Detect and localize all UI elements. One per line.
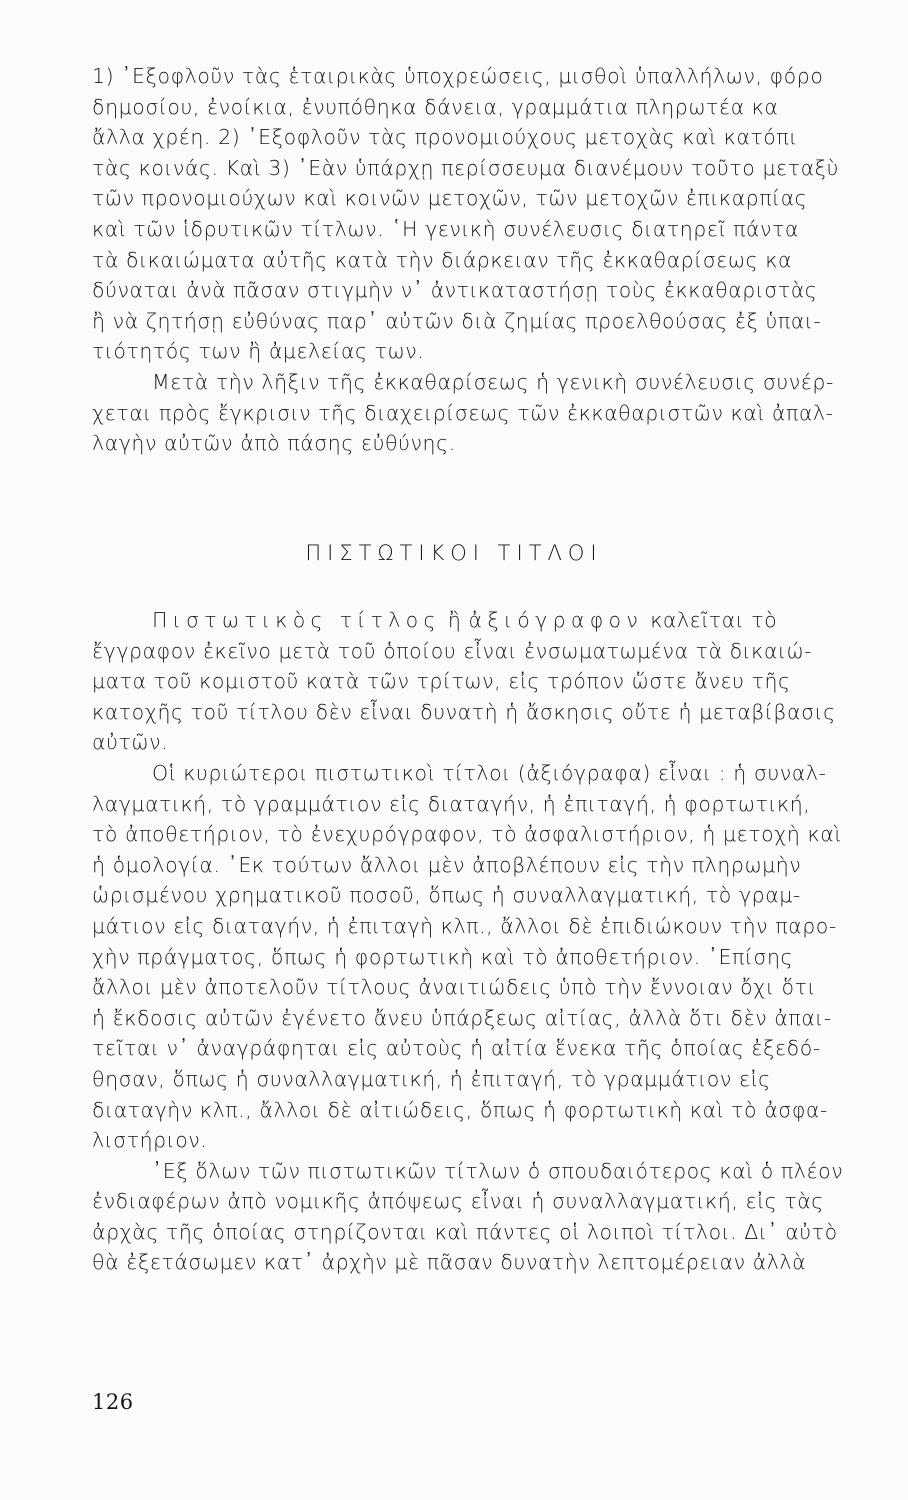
text-line: τῶν προνομιούχων καὶ κοινῶν μετοχῶν, τῶν μετοχῶν ἐπικαρπίας xyxy=(92,186,808,211)
text-line: τὸ ἀποθετήριον, τὸ ἐνεχυρόγραφον, τὸ ἀσφαλιστήριον, ἡ μετοχὴ καὶ xyxy=(92,822,842,847)
section-heading: ΠΙΣΤΩΤΙΚΟΙ ΤΙΤΛΟΙ xyxy=(305,541,603,565)
text-line: χὴν πράγματος, ὅπως ἡ φορτωτικὴ καὶ τὸ ἀποθετήριον. ᾿Επίσης xyxy=(92,944,794,969)
text-line: ἀρχὰς τῆς ὁποίας στηρίζονται καὶ πάντες οἱ λοιποὶ τίτλοι. Δι᾿ αὐτὸ xyxy=(92,1219,838,1244)
text-line: αὐτῶν. xyxy=(92,730,169,755)
text-line: ἄλλοι μὲν ἀποτελοῦν τίτλους ἀναιτιώδεις ὑπὸ τὴν ἔννοιαν ὄχι ὅτι xyxy=(92,975,816,1000)
text-line: θησαν, ὅπως ἡ συναλλαγματική, ἡ ἐπιταγή, τὸ γραμμάτιον εἰς xyxy=(92,1066,771,1091)
text-line xyxy=(92,605,908,636)
text-line: ἐνδιαφέρων ἀπὸ νομικῆς ἀπόψεως εἶναι ἡ συναλλαγματική, εἰς τὰς xyxy=(92,1189,824,1214)
text-line: ἡ ὁμολογία. ᾿Εκ τούτων ἄλλοι μὲν ἀποβλέπουν εἰς τὴν πληρωμὴν xyxy=(92,852,802,877)
text-line: Οἱ κυριώτεροι πιστωτικοὶ τίτλοι (ἀξιόγραφα) εἶναι : ἡ συναλ- xyxy=(152,760,827,785)
text-line: μάτιον εἰς διαταγήν, ἡ ἐπιταγὴ κλπ., ἄλλοι δὲ ἐπιδιώκουν τὴν παρο- xyxy=(92,913,837,938)
text-line: δημοσίου, ἐνοίκια, ἐνυπόθηκα δάνεια, γραμμάτια πληρωτέα κα xyxy=(92,94,779,119)
section-liquidation-text xyxy=(92,61,908,459)
text-line: λαγὴν αὐτῶν ἀπὸ πάσης εὐθύνης. xyxy=(92,431,456,456)
text-line: διαταγὴν κλπ., ἄλλοι δὲ αἰτιώδεις, ὅπως ἡ φορτωτικὴ καὶ τὸ ἀσφα- xyxy=(92,1097,828,1122)
defined-term: Πιστωτικὸς τίτλος xyxy=(152,608,441,632)
text-line: ὡρισμένου χρηματικοῦ ποσοῦ, ὅπως ἡ συναλλαγματική, τὸ γραμ- xyxy=(92,883,801,908)
text-line: τὰ δικαιώματα αὐτῆς κατὰ τὴν διάρκειαν τῆς ἐκκαθαρίσεως κα xyxy=(92,247,793,272)
text-line: ἔγγραφον ἐκεῖνο μετὰ τοῦ ὁποίου εἶναι ἐνσωματωμένα τὰ δικαιώ- xyxy=(92,638,813,663)
text-line: ᾿Εξ ὅλων τῶν πιστωτικῶν τίτλων ὁ σπουδαιότερος καὶ ὁ πλέον xyxy=(152,1158,844,1183)
text-line: τιότητός των ἢ ἀμελείας των. xyxy=(92,339,425,364)
defined-term: ἀξιόγραφον xyxy=(468,608,644,632)
text-line: 1) ᾿Εξοφλοῦν τὰς ἑταιρικὰς ὑποχρεώσεις, μισθοὶ ὑπαλλήλων, φόρο xyxy=(92,64,824,88)
text-line: τεῖται ν᾿ ἀναγράφηται εἰς αὐτοὺς ἡ αἰτία ἕνεκα τῆς ὁποίας ἐξεδό- xyxy=(92,1036,821,1061)
text-line: ἢ νὰ ζητήσῃ εὐθύνας παρ᾿ αὐτῶν διὰ ζημίας προελθούσας ἐξ ὑπαι- xyxy=(92,308,822,333)
text-fragment: ἢ xyxy=(440,608,469,632)
text-line: χεται πρὸς ἔγκρισιν τῆς διαχειρίσεως τῶν ἐκκαθαριστῶν καὶ ἀπαλ- xyxy=(92,400,834,425)
text-fragment: καλεῖται τὸ xyxy=(643,608,778,632)
text-line: καὶ τῶν ἱδρυτικῶν τίτλων. ῾Η γενικὴ συνέλευσις διατηρεῖ πάντα xyxy=(92,216,799,241)
text-line: κατοχῆς τοῦ τίτλου δὲν εἶναι δυνατὴ ἡ ἄσκησις οὔτε ἡ μεταβίβασις xyxy=(92,699,836,724)
text-line: Μετὰ τὴν λῆξιν τῆς ἐκκαθαρίσεως ἡ γενικὴ συνέλευσις συνέρ- xyxy=(152,369,834,394)
section-credit-titles-text xyxy=(92,605,908,1278)
text-line: ματα τοῦ κομιστοῦ κατὰ τῶν τρίτων, εἰς τρόπον ὥστε ἄνευ τῆς xyxy=(92,669,791,694)
text-line: λαγματική, τὸ γραμμάτιον εἰς διαταγήν, ἡ ἐπιταγή, ἡ φορτωτική, xyxy=(92,791,811,816)
text-line: ἄλλα χρέη. 2) ᾿Εξοφλοῦν τὰς προνομιούχους μετοχὰς καὶ κατόπι xyxy=(92,125,798,150)
text-line: θὰ ἐξετάσωμεν κατ᾿ ἀρχὴν μὲ πᾶσαν δυνατὴν λεπτομέρειαν ἀλλὰ xyxy=(92,1250,807,1275)
page-number: 126 xyxy=(92,1390,134,1414)
text-line: δύναται ἀνὰ πᾶσαν στιγμὴν ν᾿ ἀντικαταστήσῃ τοὺς ἐκκαθαριστὰς xyxy=(92,278,818,303)
text-line: τὰς κοινάς. Καὶ 3) ᾿Εὰν ὑπάρχῃ περίσσευμα διανέμουν τοῦτο μεταξὺ xyxy=(92,155,840,180)
text-line: ἡ ἔκδοσις αὐτῶν ἐγένετο ἄνευ ὑπάρξεως αἰτίας, ἀλλὰ ὅτι δὲν ἀπαι- xyxy=(92,1005,832,1030)
text-line: λιστήριον. xyxy=(92,1128,208,1153)
